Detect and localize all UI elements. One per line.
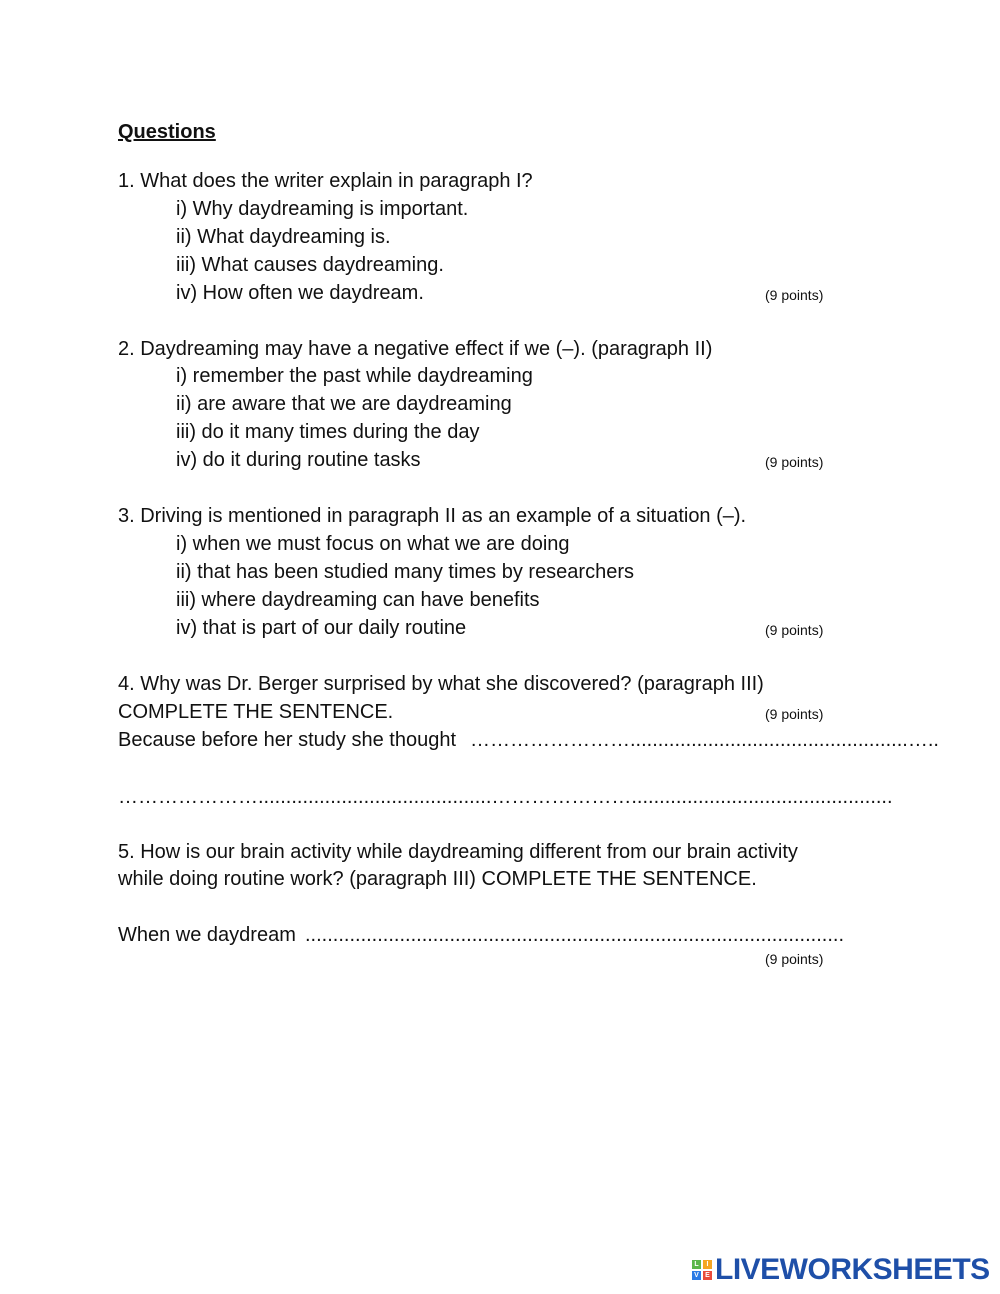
question-5-points: (9 points) xyxy=(765,951,824,967)
question-3-option-4[interactable]: iv) that is part of our daily routine xyxy=(176,617,467,639)
question-1-option-4[interactable]: iv) How often we daydream. xyxy=(176,282,424,304)
logo-text: LIVEWORKSHEETS xyxy=(715,1253,990,1286)
question-5-prompt: When we daydream xyxy=(118,924,296,946)
logo-block-v: V xyxy=(692,1271,701,1280)
logo-block-e: E xyxy=(703,1271,712,1280)
question-3-option-3[interactable]: iii) where daydreaming can have benefits xyxy=(176,589,540,611)
question-5-stem-line-2: while doing routine work? (paragraph III) COMPLETE THE SENTENCE. xyxy=(118,868,757,890)
question-2-points: (9 points) xyxy=(765,454,824,470)
question-4-prompt: Because before her study she thought xyxy=(118,729,457,751)
question-1-option-1[interactable]: i) Why daydreaming is important. xyxy=(176,198,469,220)
question-4-answer-blank-1[interactable]: ……………………..................................................….. xyxy=(470,729,939,751)
question-5-stem-line-1: 5. How is our brain activity while daydreaming different from our brain activity xyxy=(118,841,798,863)
question-1-points: (9 points) xyxy=(765,287,824,303)
question-2-option-1[interactable]: i) remember the past while daydreaming xyxy=(176,365,533,387)
question-5-answer-blank[interactable]: ................................................................................................. xyxy=(305,924,844,946)
liveworksheets-logo xyxy=(692,1254,990,1286)
section-heading: Questions xyxy=(118,121,216,143)
logo-block-i: I xyxy=(703,1260,712,1269)
question-1-option-2[interactable]: ii) What daydreaming is. xyxy=(176,226,391,248)
question-2-stem: 2. Daydreaming may have a negative effect if we (–). (paragraph II) xyxy=(118,338,713,360)
logo-block-l: L xyxy=(692,1260,701,1269)
question-4-instruction: COMPLETE THE SENTENCE. xyxy=(118,701,394,723)
question-1-option-3[interactable]: iii) What causes daydreaming. xyxy=(176,254,444,276)
question-3-stem: 3. Driving is mentioned in paragraph II as an example of a situation (–). xyxy=(118,505,747,527)
question-3-points: (9 points) xyxy=(765,622,824,638)
question-3-option-1[interactable]: i) when we must focus on what we are doing xyxy=(176,533,570,555)
logo-blocks-icon xyxy=(692,1260,712,1280)
question-2-option-2[interactable]: ii) are aware that we are daydreaming xyxy=(176,393,512,415)
question-4-answer-blank-2[interactable]: …………………..........................................…………………............................................... xyxy=(118,786,893,808)
question-1-stem: 1. What does the writer explain in paragraph I? xyxy=(118,170,533,192)
question-2-option-4[interactable]: iv) do it during routine tasks xyxy=(176,449,421,471)
question-4-stem: 4. Why was Dr. Berger surprised by what she discovered? (paragraph III) xyxy=(118,673,764,695)
question-3-option-2[interactable]: ii) that has been studied many times by researchers xyxy=(176,561,634,583)
question-4-points: (9 points) xyxy=(765,706,824,722)
question-2-option-3[interactable]: iii) do it many times during the day xyxy=(176,421,480,443)
